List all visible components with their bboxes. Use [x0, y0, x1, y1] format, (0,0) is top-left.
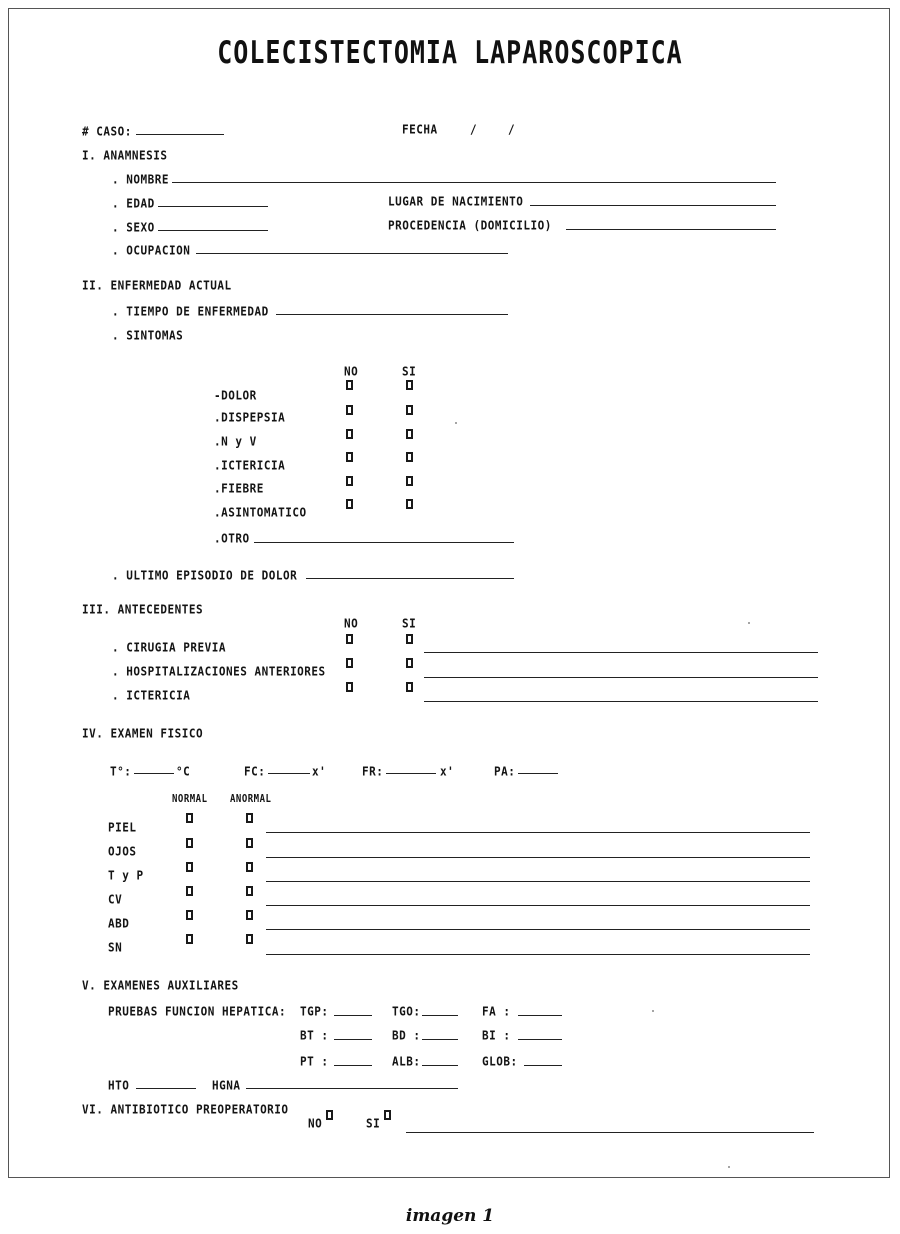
examen-anormal-checkbox[interactable]	[246, 813, 253, 823]
fecha-sep-1: /	[470, 122, 478, 137]
examen-detail-field[interactable]	[266, 929, 810, 930]
antecedente-si-checkbox[interactable]	[406, 682, 413, 692]
examen-label: T y P	[108, 868, 144, 883]
section-6-heading: VI. ANTIBIOTICO PREOPERATORIO	[82, 1102, 289, 1117]
hgna-field[interactable]	[246, 1088, 458, 1089]
examen-label: SN	[108, 940, 123, 955]
temperatura-unit: °C	[176, 764, 191, 779]
examen-normal-checkbox[interactable]	[186, 886, 193, 896]
fecha-label: FECHA	[402, 122, 438, 137]
sintoma-no-checkbox[interactable]	[346, 452, 353, 462]
bi-field[interactable]	[518, 1039, 562, 1040]
tgp-label: TGP:	[300, 1004, 329, 1019]
examen-anormal-checkbox[interactable]	[246, 910, 253, 920]
procedencia-field[interactable]	[566, 229, 776, 230]
bd-field[interactable]	[422, 1039, 458, 1040]
sintoma-si-checkbox[interactable]	[406, 429, 413, 439]
examen-detail-field[interactable]	[266, 857, 810, 858]
lugar-nacimiento-field[interactable]	[530, 205, 776, 206]
procedencia-label: PROCEDENCIA (DOMICILIO)	[388, 218, 552, 233]
bt-field[interactable]	[334, 1039, 372, 1040]
sintoma-label: -DOLOR	[214, 388, 257, 403]
sintoma-si-checkbox[interactable]	[406, 476, 413, 486]
fr-label: FR:	[362, 764, 384, 779]
examen-normal-checkbox[interactable]	[186, 910, 193, 920]
antecedente-label: . HOSPITALIZACIONES ANTERIORES	[112, 664, 326, 679]
examen-normal-checkbox[interactable]	[186, 813, 193, 823]
sintomas-label: . SINTOMAS	[112, 328, 184, 343]
examen-anormal-checkbox[interactable]	[246, 886, 253, 896]
figure-caption: imagen 1	[405, 1206, 495, 1226]
section-4-heading: IV. EXAMEN FISICO	[82, 726, 204, 741]
sintoma-no-checkbox[interactable]	[346, 429, 353, 439]
fa-field[interactable]	[518, 1015, 562, 1016]
section-1-heading: I. ANAMNESIS	[82, 148, 168, 163]
examen-normal-checkbox[interactable]	[186, 838, 193, 848]
sintomas-si-header: SI	[402, 364, 417, 379]
sintoma-label: .ASINTOMATICO	[214, 505, 307, 520]
scan-speck	[455, 422, 457, 424]
examen-normal-checkbox[interactable]	[186, 934, 193, 944]
nombre-label: . NOMBRE	[112, 172, 169, 187]
antecedentes-si-header: SI	[402, 616, 417, 631]
scan-speck	[748, 622, 750, 624]
sintoma-no-checkbox[interactable]	[346, 499, 353, 509]
lugar-nacimiento-label: LUGAR DE NACIMIENTO	[388, 194, 524, 209]
bi-label: BI :	[482, 1028, 511, 1043]
antibiotico-si-checkbox[interactable]	[384, 1110, 391, 1120]
fc-unit: x'	[312, 764, 327, 779]
fr-unit: x'	[440, 764, 455, 779]
otro-label: .OTRO	[214, 531, 250, 546]
examen-detail-field[interactable]	[266, 832, 810, 833]
antibiotico-no-checkbox[interactable]	[326, 1110, 333, 1120]
antibiotico-detail-field[interactable]	[406, 1132, 814, 1133]
antecedentes-no-header: NO	[344, 616, 359, 631]
section-3-heading: III. ANTECEDENTES	[82, 602, 204, 617]
tgo-label: TGO:	[392, 1004, 421, 1019]
sintoma-si-checkbox[interactable]	[406, 405, 413, 415]
hgna-label: HGNA	[212, 1078, 241, 1093]
sintoma-label: .N y V	[214, 434, 257, 449]
pt-field[interactable]	[334, 1065, 372, 1066]
pt-label: PT :	[300, 1054, 329, 1069]
examen-label: OJOS	[108, 844, 137, 859]
fecha-sep-2: /	[508, 122, 516, 137]
temperatura-field[interactable]	[134, 773, 174, 774]
antecedente-label: . CIRUGIA PREVIA	[112, 640, 226, 655]
edad-field[interactable]	[158, 206, 268, 207]
antecedente-detail-field[interactable]	[424, 677, 818, 678]
sintoma-label: .FIEBRE	[214, 481, 264, 496]
antecedente-detail-field[interactable]	[424, 701, 818, 702]
sexo-field[interactable]	[158, 230, 268, 231]
examen-normal-checkbox[interactable]	[186, 862, 193, 872]
antecedente-si-checkbox[interactable]	[406, 658, 413, 668]
sintoma-si-checkbox[interactable]	[406, 452, 413, 462]
nombre-field[interactable]	[172, 182, 776, 183]
tgo-field[interactable]	[422, 1015, 458, 1016]
antecedente-no-checkbox[interactable]	[346, 658, 353, 668]
form-title: COLECISTECTOMIA LAPAROSCOPICA	[217, 34, 683, 71]
examen-anormal-checkbox[interactable]	[246, 862, 253, 872]
bt-label: BT :	[300, 1028, 329, 1043]
pa-field[interactable]	[518, 773, 558, 774]
caso-label: # CASO:	[82, 124, 132, 139]
antibiotico-si-label: SI	[366, 1116, 381, 1131]
fc-field[interactable]	[268, 773, 310, 774]
tiempo-enfermedad-field[interactable]	[276, 314, 508, 315]
alb-field[interactable]	[422, 1065, 458, 1066]
ultimo-episodio-field[interactable]	[306, 578, 514, 579]
examen-detail-field[interactable]	[266, 881, 810, 882]
otro-field[interactable]	[254, 542, 514, 543]
sintomas-no-header: NO	[344, 364, 359, 379]
sintoma-si-checkbox[interactable]	[406, 380, 413, 390]
sintoma-no-checkbox[interactable]	[346, 405, 353, 415]
antecedente-no-checkbox[interactable]	[346, 634, 353, 644]
normal-header: NORMAL	[172, 794, 208, 806]
glob-label: GLOB:	[482, 1054, 518, 1069]
ultimo-episodio-label: . ULTIMO EPISODIO DE DOLOR	[112, 568, 298, 583]
section-5-heading: V. EXAMENES AUXILIARES	[82, 978, 239, 993]
scan-speck	[728, 1166, 730, 1168]
caso-field[interactable]	[136, 134, 224, 135]
fc-label: FC:	[244, 764, 266, 779]
examen-detail-field[interactable]	[266, 905, 810, 906]
examen-label: PIEL	[108, 820, 137, 835]
antecedente-detail-field[interactable]	[424, 652, 818, 653]
ocupacion-field[interactable]	[196, 253, 508, 254]
sintoma-si-checkbox[interactable]	[406, 499, 413, 509]
examen-anormal-checkbox[interactable]	[246, 838, 253, 848]
temperatura-label: T°:	[110, 764, 132, 779]
sintoma-no-checkbox[interactable]	[346, 476, 353, 486]
tgp-field[interactable]	[334, 1015, 372, 1016]
sintoma-label: .ICTERICIA	[214, 458, 286, 473]
ocupacion-label: . OCUPACION	[112, 243, 191, 258]
antecedente-label: . ICTERICIA	[112, 688, 191, 703]
fr-field[interactable]	[386, 773, 436, 774]
examen-label: ABD	[108, 916, 130, 931]
hto-label: HTO	[108, 1078, 130, 1093]
scan-speck	[652, 1010, 654, 1012]
alb-label: ALB:	[392, 1054, 421, 1069]
examen-label: CV	[108, 892, 123, 907]
antecedente-no-checkbox[interactable]	[346, 682, 353, 692]
sexo-label: . SEXO	[112, 220, 155, 235]
hto-field[interactable]	[136, 1088, 196, 1089]
bd-label: BD :	[392, 1028, 421, 1043]
sintoma-no-checkbox[interactable]	[346, 380, 353, 390]
antecedente-si-checkbox[interactable]	[406, 634, 413, 644]
tiempo-enfermedad-label: . TIEMPO DE ENFERMEDAD	[112, 304, 269, 319]
examen-detail-field[interactable]	[266, 954, 810, 955]
pa-label: PA:	[494, 764, 516, 779]
examen-anormal-checkbox[interactable]	[246, 934, 253, 944]
glob-field[interactable]	[524, 1065, 562, 1066]
edad-label: . EDAD	[112, 196, 155, 211]
section-2-heading: II. ENFERMEDAD ACTUAL	[82, 278, 232, 293]
pruebas-hepaticas-label: PRUEBAS FUNCION HEPATICA:	[108, 1004, 287, 1019]
antibiotico-no-label: NO	[308, 1116, 323, 1131]
anormal-header: ANORMAL	[230, 794, 272, 806]
sintoma-label: .DISPEPSIA	[214, 410, 286, 425]
fa-label: FA :	[482, 1004, 511, 1019]
